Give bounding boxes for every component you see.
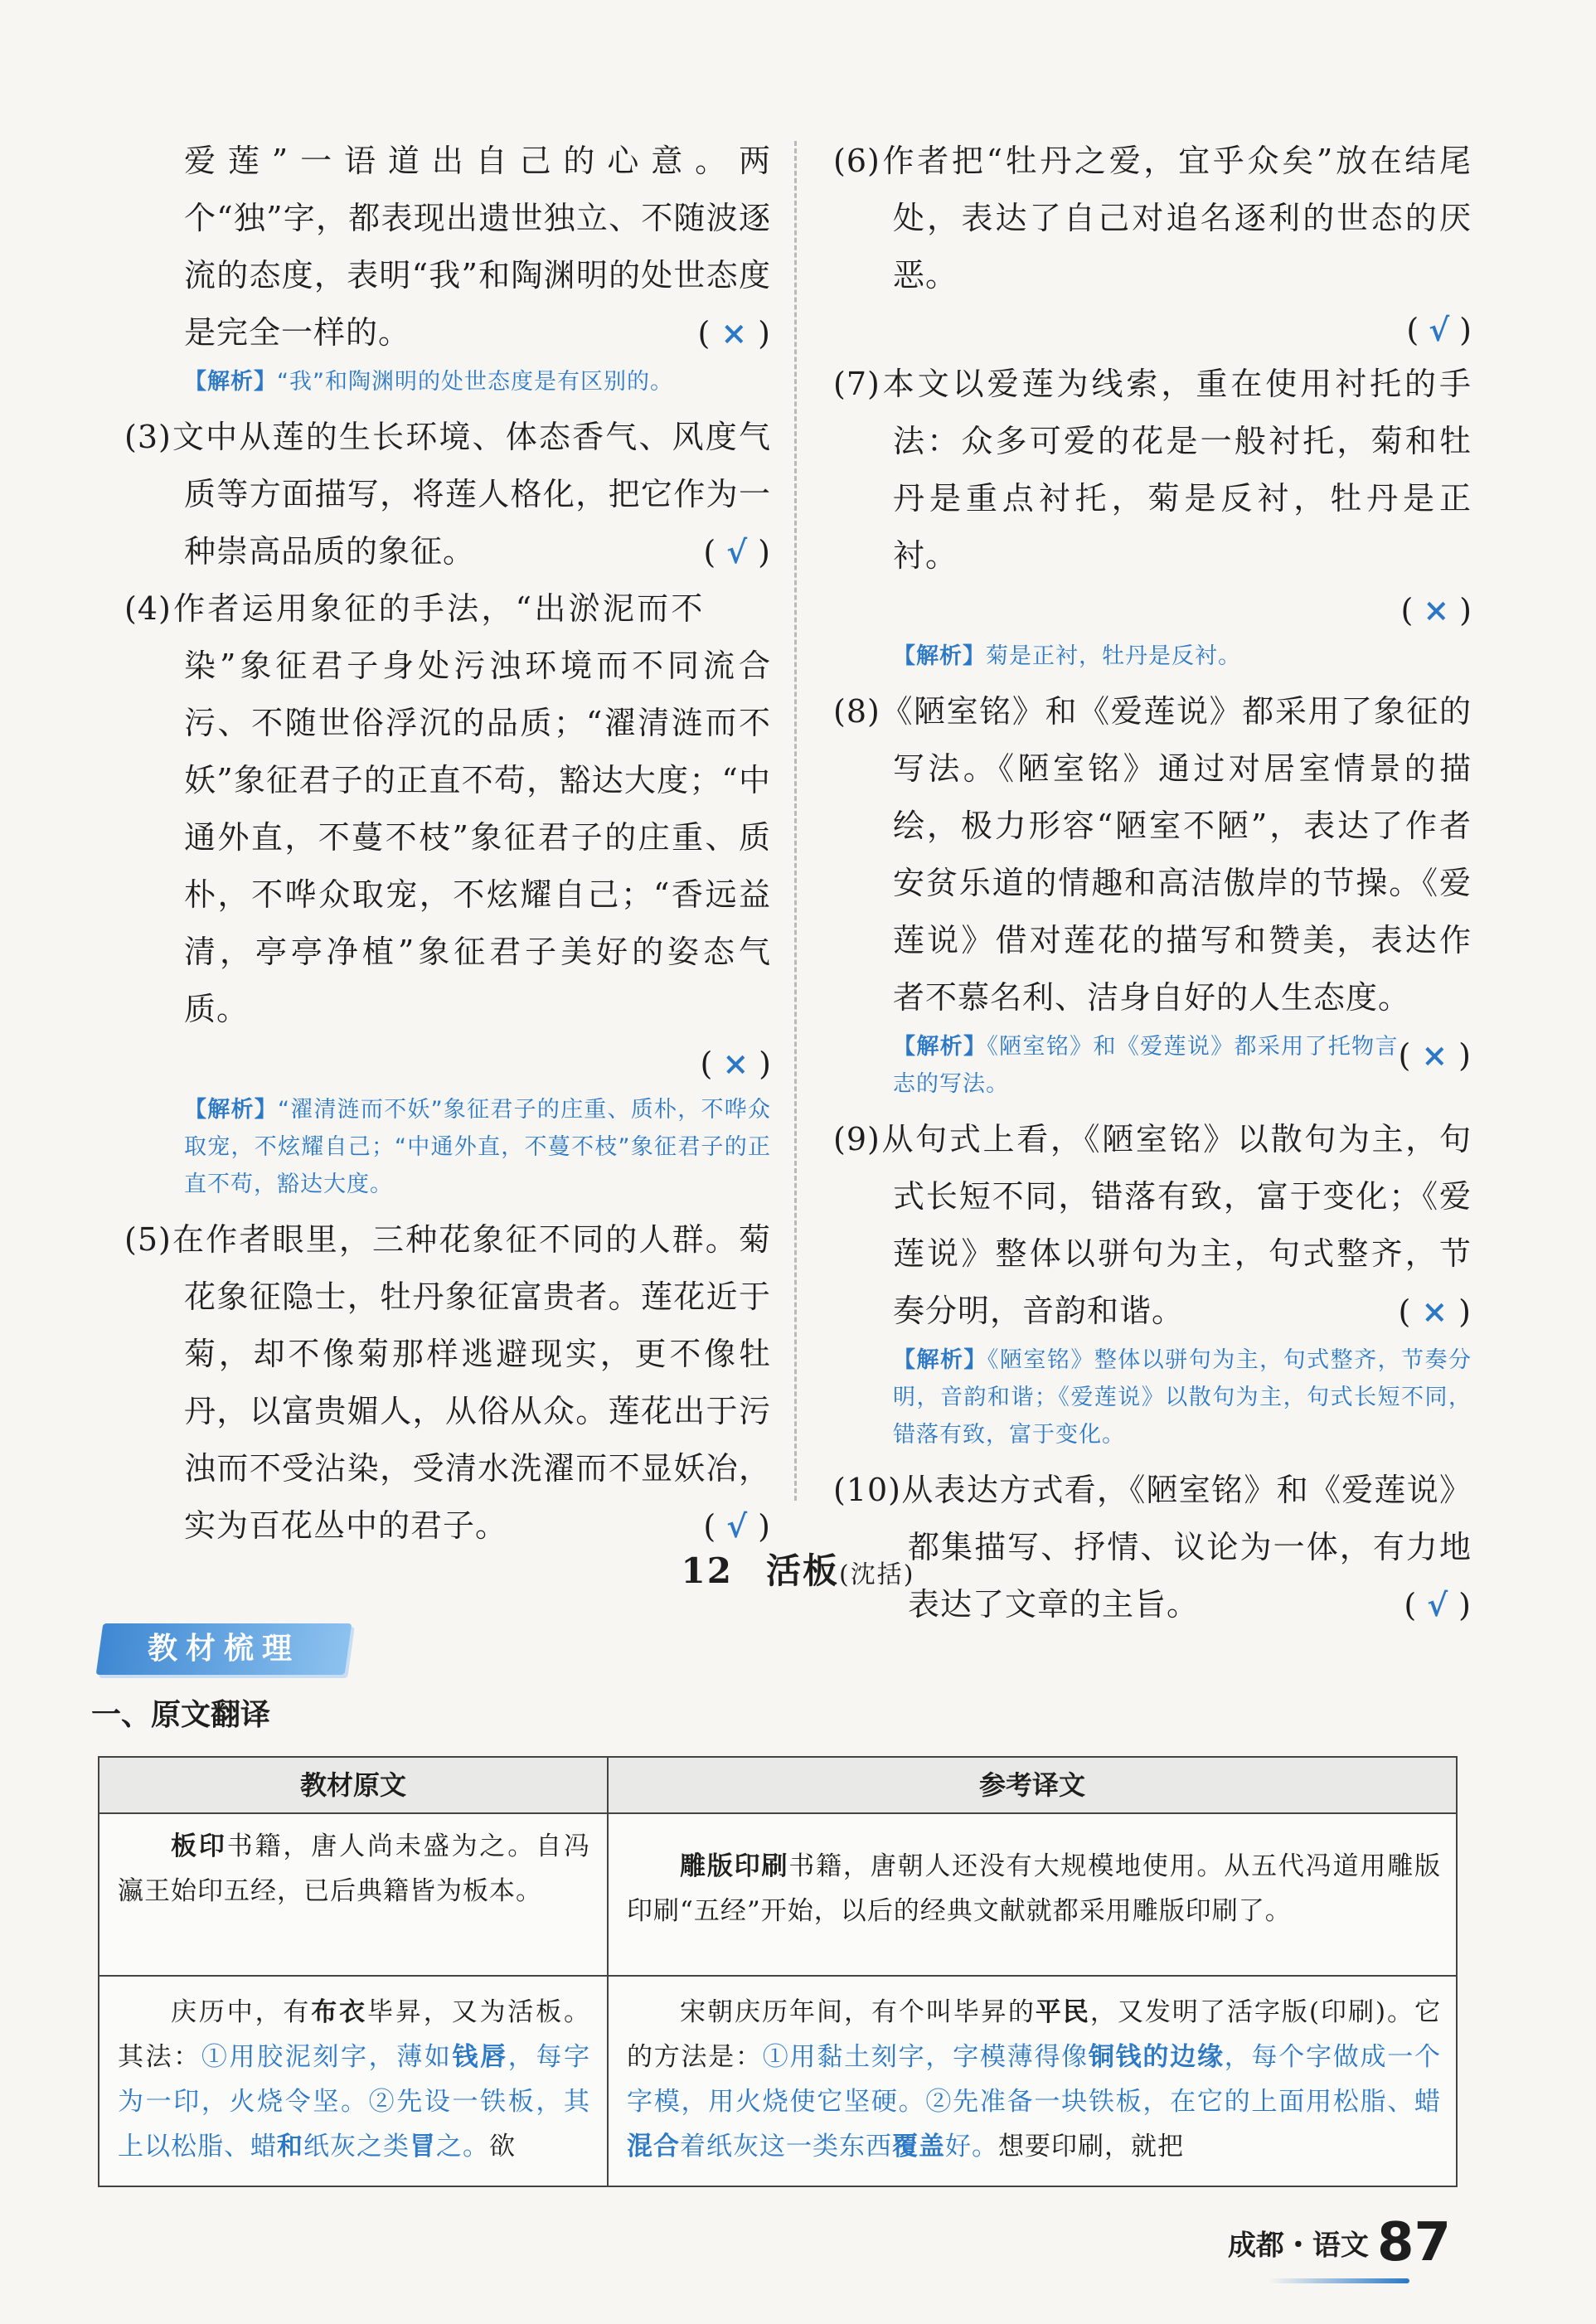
page-number: 87 [1376,2212,1451,2273]
check-mark-icon: √ [1427,1586,1449,1623]
answer-mark: ( × ) [1398,1293,1472,1330]
check-mark-icon: √ [1429,311,1450,348]
highlight-text: ，每个字做成一个字模，用火烧使它坚硬。②先准备一块铁板，在它的上面用松脂、蜡 [627,2042,1442,2117]
keyword: 冒 [410,2132,436,2161]
lesson-title [0,1544,1596,1594]
analysis-tag: 【解析】 [184,369,277,395]
section-badge [96,1623,352,1675]
keyword: 混合 [627,2132,680,2161]
answer-mark: ( × ) [1398,1036,1472,1074]
cell-text: 毕昇，又为活板。其法： [118,1997,591,2072]
highlight-text: 之。 [436,2132,489,2161]
row2-original [118,1990,590,2169]
cell-text: 宋朝庆历年间，有个叫毕昇的 [680,1997,1036,2027]
analysis-7 [893,638,1472,675]
answer-mark: ( √ ) [703,1507,771,1545]
question-text: (9)从句式上看，《陋室铭》以散句为主，句式长短不同，错落有致，富于变化；《爱莲说》整体以骈句为主，句式整齐，节奏分明，音韵和谐。 [833,1121,1472,1329]
analysis-text: “我”和陶渊明的处世态度是有区别的。 [277,369,673,395]
footer-accent-line [1269,2278,1409,2283]
analysis-tag: 【解析】 [184,1097,278,1123]
question-7 [833,356,1472,585]
question-4 [124,580,771,1038]
question-text: (3)文中从莲的生长环境、体态香气、风度气质等方面描写，将莲人格化，把它作为一种崇高品质的象征。 [124,419,771,570]
question-text: (7)本文以爱莲为线索，重在使用衬托的手法：众多可爱的花是一般衬托，菊和牡丹是重点衬托，菊是反衬，牡丹是正衬。 [833,366,1472,574]
table-rule [99,1975,1456,1977]
cell-text: 庆历中，有 [171,1997,312,2027]
right-column [833,133,1472,1634]
question-3 [124,409,771,580]
analysis-text: 菊是正衬，牡丹是反衬。 [986,643,1241,669]
lesson-author: (沈括) [839,1560,915,1589]
keyword: 平民 [1035,1997,1090,2027]
answer-mark: ( √ ) [703,533,771,570]
lesson-number: 12 [681,1550,733,1591]
question-2-continued [124,133,771,361]
question-text: (6)作者把“牡丹之爱，宜乎众矣”放在结尾处，表达了自己对追名逐利的世态的厌恶。 [833,143,1472,294]
lesson-name: 活板 [766,1550,840,1591]
question-text: (5)在作者眼里，三种花象征不同的人群。菊花象征隐士，牡丹象征富贵者。莲花近于菊，却不像菊那样逃避现实，更不像牡丹，以富贵媚人，从俗从众。莲花出于污浊而不受沾染，受清水洗濯而不显妖冶，实为百花丛中的君子。 [124,1221,771,1544]
highlight-text: ①用胶泥刻字，薄如 [201,2042,453,2072]
footer-label: 成都・语文 [1227,2229,1369,2263]
section-badge-label: 教材梳理 [147,1632,300,1666]
sub-heading: 一、原文翻译 [91,1698,271,1732]
cross-mark-icon: × [1421,1293,1449,1330]
analysis-text: 《陋室铭》和《爱莲说》都采用了托物言志的写法。 [893,1034,1399,1097]
keyword: 雕版印刷 [680,1851,789,1881]
check-mark-icon: √ [726,1507,749,1545]
cross-mark-icon: × [1421,1036,1449,1074]
answer-mark: ( √ ) [1406,311,1472,348]
cross-mark-icon: × [720,314,749,352]
analysis-4 [184,1091,771,1203]
highlight-text: 纸灰之类 [303,2132,410,2161]
answer-mark: ( × ) [700,1045,771,1082]
keyword: 和 [277,2132,303,2161]
question-5 [124,1211,771,1555]
highlight-text: ①用黏土刻字，字模薄得像 [762,2042,1089,2072]
column-divider [794,141,797,1501]
page-footer [1228,2212,1451,2273]
highlight-text: 好。 [945,2132,998,2161]
question-text: (8)《陋室铭》和《爱莲说》都采用了象征的写法。《陋室铭》通过对居室情景的描绘，极力形容“陋室不陋”，表达了作者安贫乐道的情趣和高洁傲岸的节操。《爱莲说》借对莲花的描写和赞美，表达作者不慕名利、洁身自好的人生态度。 [833,693,1472,1016]
cell-text: 想要印刷，就把 [998,2132,1184,2161]
answer-mark: ( × ) [1400,591,1472,628]
question-text: (4)作者运用象征的手法，“出淤泥而不染”象征君子身处污浊环境而不同流合污、不随世俗浮沉的品质；“濯清涟而不妖”象征君子的正直不苟，豁达大度；“中通外直，不蔓不枝”象征君子的庄重、质朴，不哗众取宠，不炫耀自己；“香远益清，亭亭净植”象征君子美好的姿态气质。 [124,590,771,1027]
analysis-2 [184,363,771,400]
row1-original [118,1824,590,1914]
translation-table [98,1756,1458,2187]
analysis-text: 《陋室铭》整体以骈句为主，句式整齐，节奏分明，音韵和谐；《爱莲说》以散句为主，句式长短不同，错落有致，富于变化。 [893,1347,1472,1448]
answer-mark: ( √ ) [1404,1586,1472,1623]
answer-mark: ( × ) [697,314,771,352]
question-text: 爱莲”一语道出自己的心意。两个“独”字，都表现出遗世独立、不随波逐流的态度，表明“我”和陶渊明的处世态度是完全一样的。 [184,143,771,351]
highlight-text: ，每字为一印，火烧令坚。②先设一铁板，其上以松脂、蜡 [118,2042,590,2161]
question-9 [833,1111,1472,1340]
cross-mark-icon: × [1423,591,1450,628]
keyword: 布衣 [311,1997,368,2027]
row1-translation [627,1844,1441,1933]
keyword: 铜钱的边缘 [1088,2042,1225,2072]
table-rule [99,1812,1456,1814]
analysis-8 [893,1028,1472,1103]
cell-text: ，又发明了活字版(印刷)。它的方法是： [627,1997,1442,2072]
analysis-tag: 【解析】 [893,1034,987,1060]
cell-text: 书籍，唐朝人还没有大规模地使用。从五代冯道用雕版印刷“五经”开始，以后的经典文献就都采用雕版印刷了。 [627,1851,1442,1926]
row2-translation [627,1990,1441,2169]
cell-text: 欲 [489,2132,516,2161]
header-original: 教材原文 [99,1758,607,1812]
question-6 [833,133,1472,304]
question-text: (10)从表达方式看，《陋室铭》和《爱莲说》都集描写、抒情、议论为一体，有力地表达了文章的主旨。 [833,1472,1472,1623]
keyword: 覆盖 [892,2132,945,2161]
cross-mark-icon: × [722,1045,749,1082]
analysis-tag: 【解析】 [893,1347,987,1373]
table-column-rule [607,1758,609,2186]
check-mark-icon: √ [726,533,749,570]
left-column [124,133,771,1555]
keyword: 钱唇 [452,2042,508,2072]
cell-text: 书籍，唐人尚未盛为之。自冯瀛王始印五经，已后典籍皆为板本。 [118,1832,591,1906]
highlight-text: 着纸灰这一类东西 [680,2132,892,2161]
header-translation: 参考译文 [609,1758,1456,1812]
keyword: 板印 [171,1832,227,1861]
analysis-tag: 【解析】 [893,643,986,669]
analysis-text: “濯清涟而不妖”象征君子的庄重、质朴，不哗众取宠，不炫耀自己；“中通外直，不蔓不枝”象征君子的正直不苟，豁达大度。 [184,1097,771,1197]
analysis-9 [893,1342,1472,1453]
